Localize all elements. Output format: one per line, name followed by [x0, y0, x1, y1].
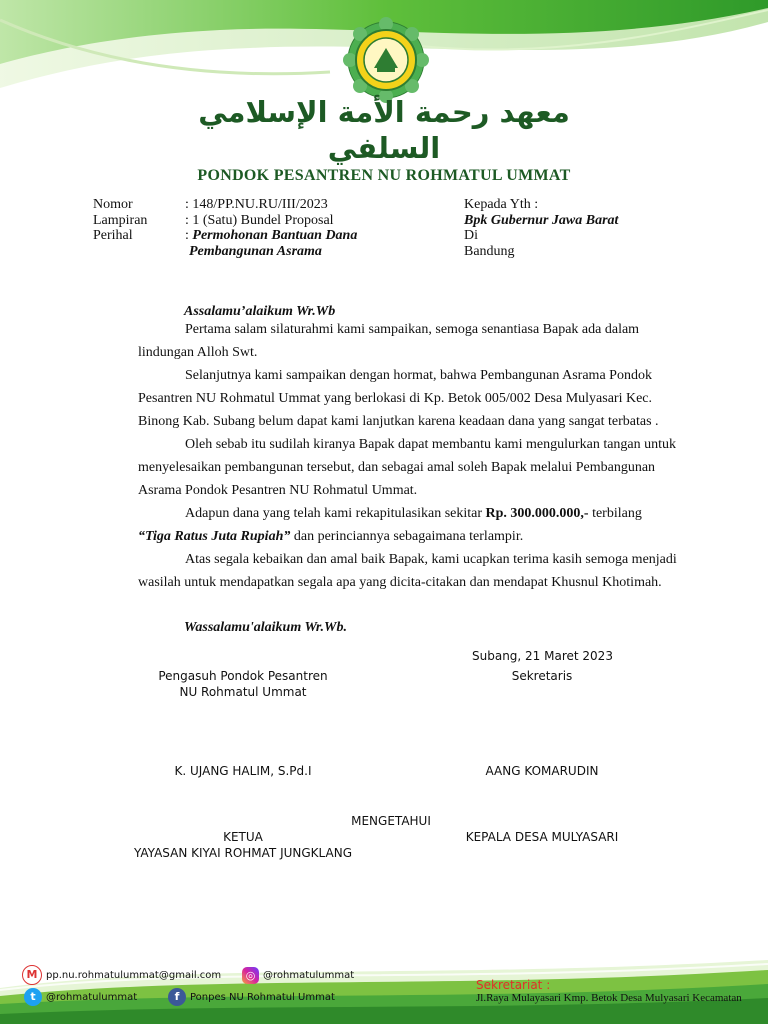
letter-meta [93, 197, 433, 261]
amount-in-words: “Tiga Ratus Juta Rupiah” [138, 529, 291, 544]
perihal-value-2: Pembangunan Asrama [189, 243, 322, 259]
mengetahui-label: MENGETAHUI [351, 814, 431, 828]
recipient-city: Bandung [464, 243, 515, 259]
arabic-institution-name: معهد رحمة الأمة الإسلامي السلفي [198, 95, 570, 165]
footer-instagram[interactable] [242, 967, 354, 984]
kepala-desa-title: KEPALA DESA MULYASARI [465, 830, 619, 844]
perihal-colon: : [185, 228, 189, 243]
paragraph-5: Atas segala kebaikan dan amal baik Bapak, kami ucapkan terima kasih semoga menjadi wasilah untuk mendapatkan segala apa yang dicita-citakan dan mendapat Khusnul Khotimah. [138, 552, 677, 590]
paragraph-1: Pertama salam silaturahmi kami sampaikan, semoga senantiasa Bapak ada dalam lindungan Alloh Swt. [138, 322, 640, 360]
twitter-text: @rohmatulummat [46, 991, 138, 1003]
instagram-text: @rohmatulummat [263, 970, 355, 981]
p4-part-a: Adapun dana yang telah kami rekapitulasikan sekitar [185, 506, 486, 521]
latin-institution-name-text: PONDOK PESANTREN NU ROHMATUL UMMAT [197, 167, 571, 184]
p4-part-c: dan perinciannya sebagaimana terlampir. [290, 529, 524, 544]
nomor-label: Nomor [93, 197, 133, 212]
closing-greeting: Wassalamu'alaikum Wr.Wb. [184, 620, 347, 635]
twitter-icon: t [24, 988, 42, 1006]
gmail-icon: M [22, 965, 42, 985]
footer-facebook[interactable] [168, 988, 335, 1006]
email-text: pp.nu.rohmatulummat@gmail.com [46, 969, 222, 981]
footer-email[interactable] [22, 965, 221, 985]
perihal-label: Perihal [93, 228, 133, 243]
p4-part-b: terbilang [588, 506, 642, 521]
right-signatory-name: AANG KOMARUDIN [485, 764, 599, 778]
footer-wave-decoration [0, 950, 768, 1024]
footer-twitter[interactable] [24, 988, 137, 1006]
ketua-yayasan-title [130, 829, 356, 861]
left-title-1: Pengasuh Pondok Pesantren [158, 669, 328, 683]
perihal-value-1: Permohonan Bantuan Dana [192, 228, 358, 243]
paragraph-3: Oleh sebab itu sudilah kiranya Bapak dapat membantu kami mengulurkan tangan untuk menyelesaikan pembangunan tersebut, dan sebagai amal soleh Bapak melalui Pembangunan Asrama Pondok Pesantren NU Rohmatul Ummat. [138, 437, 677, 498]
left-title-2: NU Rohmatul Ummat [179, 685, 307, 699]
letter-date: Subang, 21 Maret 2023 [472, 649, 613, 663]
lampiran-label: Lampiran [93, 212, 148, 228]
amount: Rp. 300.000.000,- [485, 506, 589, 521]
facebook-icon: f [168, 988, 186, 1006]
recipient-name: Bpk Gubernur Jawa Barat [464, 212, 619, 228]
paragraph-2: Selanjutnya kami sampaikan dengan hormat, bahwa Pembangunan Asrama Pondok Pesantren NU Rohmatul Ummat yang berlokasi di Kp. Betok 005/002 Desa Mulyasari Kec. Binong Kab. Subang belum dapat kami lanjutkan karena keadaan dana yang sangat terbatas . [138, 368, 659, 429]
latin-institution-name [150, 166, 618, 184]
instagram-icon: ◎ [242, 967, 259, 984]
opening-greeting: Assalamu’alaikum Wr.Wb [184, 304, 336, 319]
facebook-text: Ponpes NU Rohmatul Ummat [190, 991, 335, 1003]
recipient-line1: Kepada Yth : [464, 197, 539, 212]
recipient-block [464, 197, 618, 259]
left-signatory-name: K. UJANG HALIM, S.Pd.I [174, 764, 312, 778]
logo-emblem [341, 18, 431, 102]
sekretariat-label: Sekretariat : [476, 978, 551, 992]
nomor-value: : 148/PP.NU.RU/III/2023 [185, 197, 328, 212]
lampiran-value: : 1 (Satu) Bundel Proposal [185, 212, 334, 228]
letter-body [138, 318, 678, 594]
ketua-line: KETUA [223, 830, 263, 844]
yayasan-line: YAYASAN KIYAI ROHMAT JUNGKLANG [134, 846, 352, 860]
left-signatory-title [150, 668, 336, 700]
perihal-value-line1 [185, 228, 357, 244]
paragraph-4 [138, 502, 678, 548]
right-signatory-title: Sekretaris [511, 669, 573, 683]
sekretariat-address: Jl.Raya Mulayasari Kmp. Betok Desa Mulyasari Kecamatan [476, 992, 742, 1004]
recipient-line3: Di [464, 228, 478, 243]
